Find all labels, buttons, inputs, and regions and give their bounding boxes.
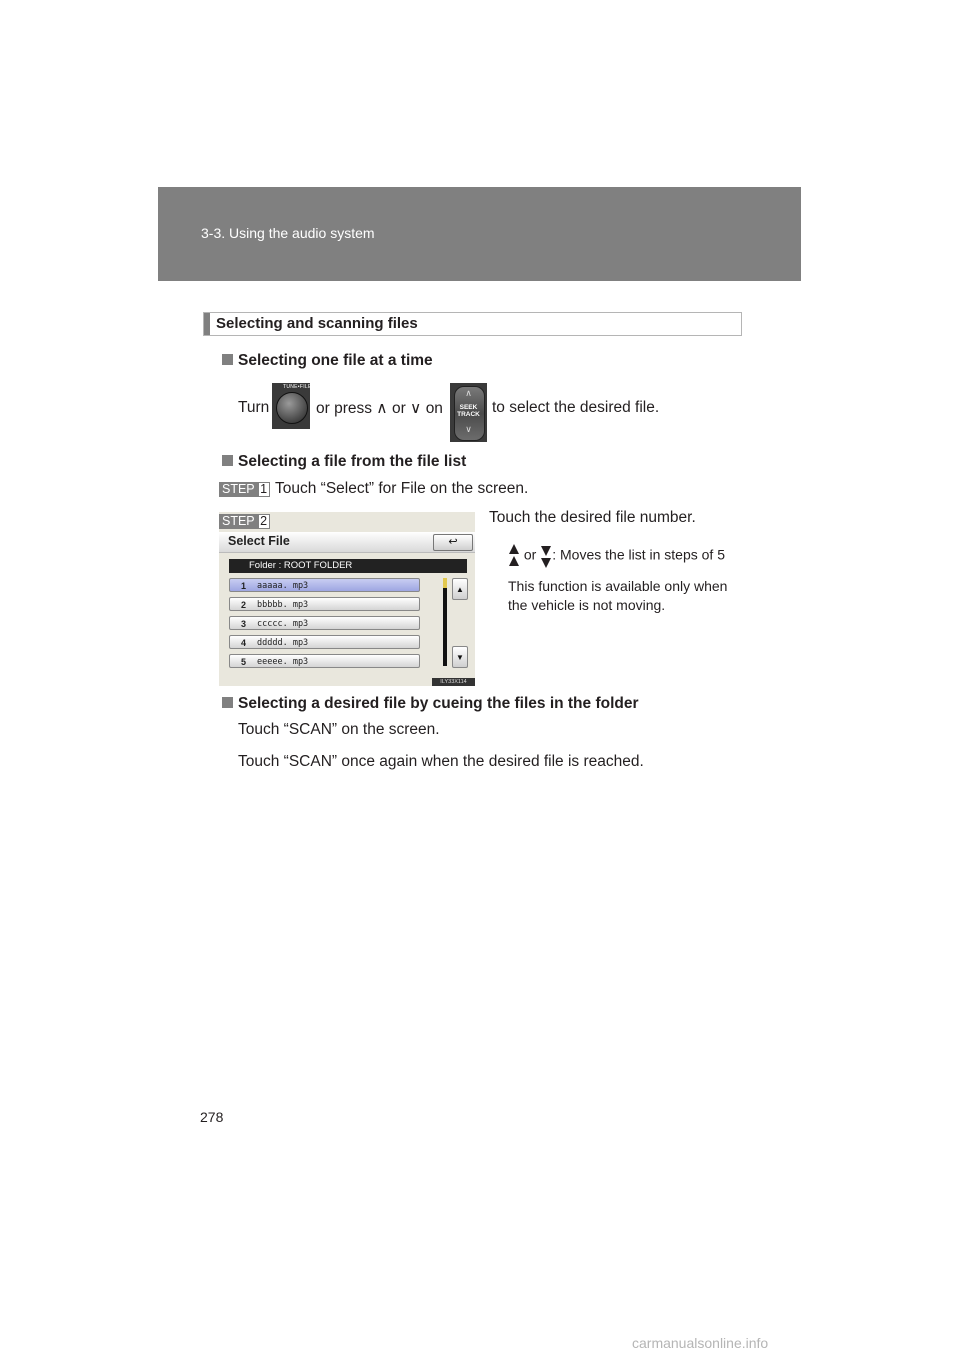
chevron-down-icon: ∨ (465, 424, 472, 434)
scrollbar-thumb[interactable] (443, 578, 447, 588)
return-icon: ↩ (448, 536, 458, 548)
subheading-cueing: Selecting a desired file by cueing the files in the folder (222, 695, 639, 713)
scrollbar-track[interactable] (443, 578, 447, 666)
moves-note: or : Moves the list in steps of 5 (508, 544, 725, 568)
file-name: aaaaa. mp3 (257, 581, 309, 591)
file-number: 3 (241, 619, 247, 629)
note-line-1: This function is available only when (508, 578, 728, 594)
turn-text: Turn (238, 399, 270, 416)
subheading-one-file: Selecting one file at a time (222, 352, 433, 370)
scan-line-2: Touch “SCAN” once again when the desired file is reached. (238, 753, 644, 770)
tune-file-knob-icon (272, 383, 310, 429)
header-band (158, 187, 801, 281)
arrow-up-icon: ▲ (456, 585, 464, 594)
scroll-down-button[interactable] (452, 646, 468, 668)
scroll-up-button[interactable] (452, 578, 468, 600)
back-button[interactable] (433, 534, 473, 551)
file-number: 2 (241, 600, 247, 610)
file-number: 4 (241, 638, 247, 648)
file-number: 1 (241, 581, 247, 591)
file-row[interactable] (229, 635, 420, 649)
square-bullet-icon (222, 354, 233, 365)
subheading-file-list: Selecting a file from the file list (222, 453, 466, 471)
file-row[interactable] (229, 654, 420, 668)
section-title-bar (203, 312, 742, 336)
step-1-tag: STEP 1 (219, 482, 270, 497)
screen-title-bar (219, 532, 475, 553)
scan-line-1: Touch “SCAN” on the screen. (238, 721, 440, 738)
section-title: Selecting and scanning files (216, 315, 418, 332)
folder-label: Folder : ROOT FOLDER (229, 559, 467, 573)
file-row[interactable] (229, 597, 420, 611)
step-2-tag: STEP 2 (219, 514, 270, 529)
file-name: eeeee. mp3 (257, 657, 309, 667)
knob-label: TUNE•FILE (283, 384, 312, 390)
select-text: to select the desired file. (492, 399, 660, 416)
file-name: ddddd. mp3 (257, 638, 309, 648)
note-line-2: the vehicle is not moving. (508, 597, 666, 613)
image-code: ILY33X114 (432, 678, 475, 686)
file-name: ccccc. mp3 (257, 619, 309, 629)
page-down-icon (540, 544, 552, 568)
chevron-up-icon: ∧ (465, 388, 472, 398)
seek-track-button-icon (450, 383, 487, 442)
page-up-icon (508, 544, 520, 568)
step-1-text: Touch “Select” for File on the screen. (275, 480, 529, 497)
page-number: 278 (200, 1109, 224, 1125)
file-number: 5 (241, 657, 247, 667)
file-row[interactable] (229, 578, 420, 592)
square-bullet-icon (222, 697, 233, 708)
screen-title: Select File (228, 534, 290, 548)
file-name: bbbbb. mp3 (257, 600, 309, 610)
square-bullet-icon (222, 455, 233, 466)
seek-track-label: SEEK TRACK (457, 404, 480, 418)
section-accent (204, 313, 210, 335)
watermark: carmanualsonline.info (632, 1335, 769, 1351)
press-text: or press ∧ or ∨ on (316, 400, 443, 417)
chapter-title: 3-3. Using the audio system (201, 225, 375, 241)
step-2-text: Touch the desired file number. (489, 509, 696, 526)
select-file-screen (219, 512, 475, 686)
file-row[interactable] (229, 616, 420, 630)
dial-icon (276, 392, 308, 424)
arrow-down-icon: ▼ (456, 653, 464, 662)
